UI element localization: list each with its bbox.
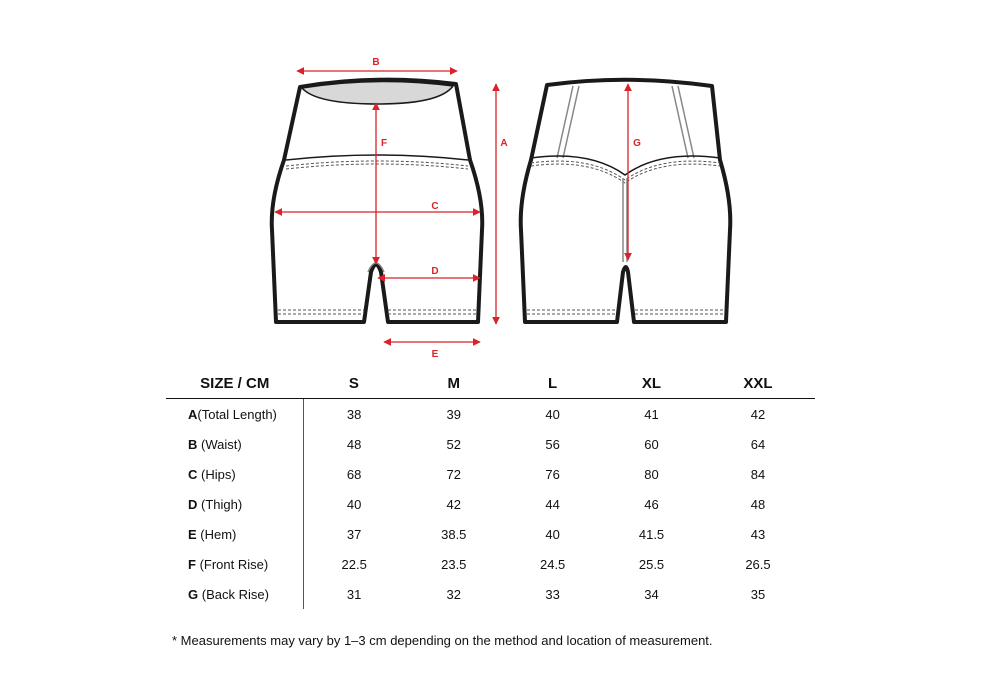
- table-cell: 31: [346, 586, 362, 602]
- label-b: B: [372, 57, 380, 68]
- table-cell: 23.5: [441, 556, 467, 572]
- row-code: D: [188, 496, 198, 512]
- row-label: (Hem): [196, 526, 237, 542]
- table-cell: 72: [446, 466, 461, 482]
- size-header-xl: XL: [602, 368, 701, 399]
- row-label: (Waist): [197, 436, 242, 452]
- table-cell: 80: [644, 466, 659, 482]
- row-label: (Hips): [197, 466, 236, 482]
- table-cell: 26.5: [745, 556, 771, 572]
- row-code: A: [188, 406, 198, 422]
- table-cell: 34: [644, 586, 659, 602]
- row-header: [166, 459, 304, 489]
- table-cell: 84: [750, 466, 766, 482]
- table-row: [166, 489, 815, 519]
- table-cell: 40: [545, 526, 560, 542]
- table-cell: 46: [644, 496, 659, 512]
- size-chart-table: [166, 368, 815, 609]
- measurement-note: * Measurements may vary by 1–3 cm depending on the method and location of measurement.: [172, 633, 713, 648]
- table-cell: 39: [446, 406, 461, 422]
- table-row: [166, 549, 815, 579]
- table-cell: 22.5: [341, 556, 367, 572]
- table-cell: 35: [750, 586, 766, 602]
- row-header: [166, 489, 304, 519]
- size-cm-header: SIZE / CM: [166, 368, 304, 399]
- back-view-shorts: [521, 80, 731, 322]
- label-a: A: [500, 138, 508, 149]
- row-code: E: [188, 526, 197, 542]
- table-cell: 44: [545, 496, 560, 512]
- table-cell: 68: [346, 466, 362, 482]
- row-code: G: [188, 586, 199, 602]
- row-label: (Thigh): [197, 496, 243, 512]
- label-f: F: [380, 138, 388, 149]
- row-label: (Front Rise): [195, 556, 269, 572]
- table-cell: 41: [644, 406, 659, 422]
- table-cell: 41.5: [638, 526, 665, 542]
- table-cell: 38.5: [441, 526, 467, 542]
- table-cell: 52: [446, 436, 461, 452]
- table-row: [166, 459, 815, 489]
- row-code: C: [188, 466, 198, 482]
- row-header: [166, 549, 304, 579]
- row-label: (Back Rise): [198, 586, 269, 602]
- size-header-xxl: XXL: [701, 368, 815, 399]
- table-row: [166, 519, 815, 549]
- table-cell: 42: [446, 496, 461, 512]
- row-header: [166, 519, 304, 549]
- front-view-shorts: [272, 80, 483, 322]
- table-cell: 42: [750, 406, 766, 422]
- size-header-row: [166, 368, 815, 399]
- size-header-m: M: [404, 368, 503, 399]
- table-cell: 43: [750, 526, 766, 542]
- label-c: C: [431, 201, 439, 212]
- table-cell: 25.5: [638, 556, 665, 572]
- size-header-l: L: [503, 368, 602, 399]
- table-cell: 33: [545, 586, 560, 602]
- row-label: (Total Length): [197, 406, 277, 422]
- table-cell: 48: [346, 436, 362, 452]
- table-cell: 56: [545, 436, 560, 452]
- row-code: B: [188, 436, 198, 452]
- table-cell: 38: [346, 406, 362, 422]
- table-cell: 48: [750, 496, 766, 512]
- table-cell: 37: [346, 526, 362, 542]
- table-row: [166, 399, 815, 430]
- row-header: [166, 429, 304, 459]
- label-g: G: [633, 138, 641, 149]
- table-row: [166, 429, 815, 459]
- label-e: E: [431, 349, 439, 360]
- table-row: [166, 579, 815, 609]
- row-header: [166, 399, 304, 430]
- table-cell: 60: [644, 436, 659, 452]
- table-cell: 40: [545, 406, 560, 422]
- table-cell: 76: [545, 466, 560, 482]
- table-cell: 24.5: [539, 556, 566, 572]
- row-header: [166, 579, 304, 609]
- row-code: F: [188, 556, 196, 572]
- table-cell: 32: [446, 586, 461, 602]
- table-cell: 64: [750, 436, 766, 452]
- size-header-s: S: [304, 368, 405, 399]
- table-cell: 40: [346, 496, 362, 512]
- label-d: D: [431, 266, 439, 277]
